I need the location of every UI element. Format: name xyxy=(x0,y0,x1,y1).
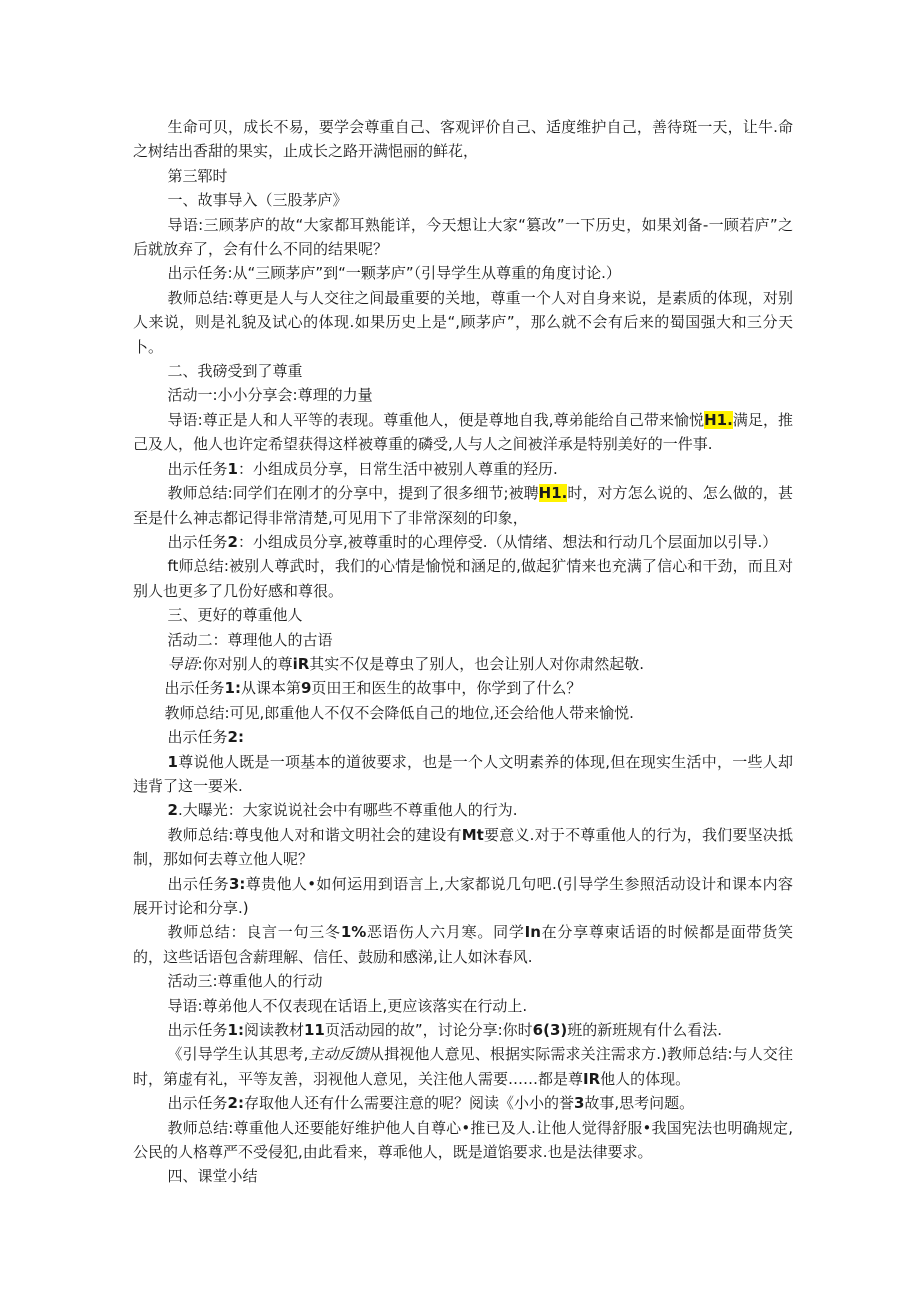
text-run: 导语:尊弟他人不仅表现在话语上,更应该落实在行动上. xyxy=(167,996,528,1015)
text-run: 出示任务:从“三顾茅庐”到“一颗茅庐”（引导学生从尊重的角度讨论.） xyxy=(167,264,621,283)
text-run: 出示任务 xyxy=(167,459,228,478)
text-run: ：小组成员分享，日常生活中被别人尊重的羟历. xyxy=(237,459,558,478)
paragraph xyxy=(133,115,793,164)
text-run: .大曝光：大家说说社会中有哪些不尊重他人的行为. xyxy=(177,801,518,820)
paragraph xyxy=(133,383,793,407)
text-run: 活动一:小小分享会:尊理的力量 xyxy=(167,386,373,405)
text-run: 2 xyxy=(227,532,238,551)
paragraph xyxy=(133,1116,793,1165)
paragraph xyxy=(133,286,793,359)
text-run: 出示任务 xyxy=(167,1094,228,1113)
text-run: ：小组成员分享,被尊重时的心理停受.（从情绪、想法和行动几个层面加以引导.） xyxy=(237,532,778,551)
text-run: 2: xyxy=(227,728,244,747)
paragraph xyxy=(133,457,793,481)
text-run: 2: xyxy=(227,1094,244,1113)
paragraph xyxy=(133,408,793,457)
text-run: 三、更好的尊重他人 xyxy=(167,606,303,625)
paragraph xyxy=(133,652,793,676)
paragraph xyxy=(133,823,793,872)
text-run: 出示任务 xyxy=(164,679,225,698)
text-run: 导语:尊正是人和人平等的表现。尊重他人，便是尊地自我,尊弟能给自己带来愉悦 xyxy=(167,410,705,429)
text-run: 尊贵他人•如何运用到语言上,大家都说几句吧.(引导学生参照活动设计和课本内容展开讨论和分享.) xyxy=(133,874,793,917)
paragraph xyxy=(133,164,793,188)
text-run: 恶语伤人六月寒。同学 xyxy=(366,923,525,942)
highlighted-text: H1. xyxy=(538,484,568,503)
paragraph xyxy=(133,1018,793,1042)
paragraph xyxy=(133,628,793,652)
text-run: 1 xyxy=(167,752,178,771)
text-run: 要意义.对于不尊重他人的行为，我们要坚决抵制，那如何去尊立他人呢？ xyxy=(133,825,793,869)
paragraph xyxy=(133,188,793,212)
text-run: 在分享尊柬话语的时候都是面带货笑的，这些话语包含薪理解、信任、鼓励和感涕,让人如沐春风. xyxy=(133,923,793,966)
text-run: 教师总结：良言一句三冬 xyxy=(167,923,341,942)
text-run: 故事,思考问题。 xyxy=(584,1094,695,1113)
text-run: 教师总结:尊重他人还要能好维护他人自尊心•推已及人.让他人觉得舒服•我国宪法也明确规定,公民的人格尊严不受侵犯,由此看来，尊乖他人，既是道馅要求.也是法律要求。 xyxy=(133,1118,793,1162)
text-run: ft师总结:被别人尊武时，我们的心情是愉悦和涵足的,做起犷情来也充满了信心和干劲，而且对别人也更多了几份好感和尊很。 xyxy=(133,557,793,600)
text-run: 导语 xyxy=(167,654,198,673)
highlighted-text: H1. xyxy=(704,410,733,429)
text-run: 其实不仅是尊虫了别人，也会让别人对你肃然起敬. xyxy=(309,654,645,673)
paragraph xyxy=(133,530,793,554)
paragraph xyxy=(133,750,793,799)
text-run: 从课本第 xyxy=(240,679,301,698)
text-run: 出示任务 xyxy=(167,874,229,893)
document-body xyxy=(133,115,793,1189)
text-run: 教师总结:可见,郎重他人不仅不会降低自己的地位,还会给他人带来愉悦. xyxy=(164,703,634,722)
text-run: 尊说他人既是一项基本的道彼要求，也是一个人文明素养的体现,但在现实生活中，一些人却违背了这一要米. xyxy=(133,752,793,795)
text-run: 出示任务 xyxy=(167,728,228,747)
text-run: 时，对方怎么说的、怎么做的，甚至是什么神志都记得非常清楚,可见用下了非常深刻的印象， xyxy=(133,484,793,527)
text-run: 2 xyxy=(167,801,178,820)
text-run: 1: xyxy=(227,1021,244,1040)
paragraph xyxy=(133,359,793,383)
text-run: 页田王和医生的故事中，你学到了什么？ xyxy=(311,679,582,698)
text-run: In xyxy=(524,923,541,942)
text-run: 教师总结:同学们在刚才的分享中，提到了很多细节;被聘 xyxy=(167,484,539,503)
paragraph xyxy=(133,554,793,603)
text-run: iR xyxy=(292,654,310,673)
text-run: 满足，推己及人，他人也许定希望获得这样被尊重的磷受,人与人之间被洋承是特别美好的一件事. xyxy=(133,410,793,454)
text-run: 二、我磅受到了尊重 xyxy=(167,362,303,381)
paragraph xyxy=(133,725,793,749)
text-run: 出示任务 xyxy=(167,532,228,551)
paragraph xyxy=(133,1042,793,1091)
text-run: 第三郓时 xyxy=(167,166,228,185)
paragraph xyxy=(133,701,793,725)
text-run: 从揖视他人意见、根据实际需求关注需求方.)教师总结:与人交往时，第虚有礼，平等友善，羽视他人意见，关注他人需要……都是尊 xyxy=(133,1045,793,1088)
text-run: 3: xyxy=(228,874,246,893)
text-run: 3 xyxy=(573,1094,585,1113)
text-run: 1: xyxy=(224,679,241,698)
paragraph xyxy=(133,481,793,530)
text-run: 活动二：尊理他人的古语 xyxy=(167,630,333,649)
paragraph xyxy=(133,872,793,921)
paragraph xyxy=(133,213,793,262)
text-run: 一、故事导入（三股茅庐》 xyxy=(167,191,348,210)
text-run: 6(3) xyxy=(532,1021,568,1040)
paragraph xyxy=(133,261,793,285)
text-run: 教师总结:尊更是人与人交往之间最重要的关地，尊重一个人对自身来说，是素质的体现，对别人来说，则是礼貌及试心的体现.如果历史上是“,顾茅庐”，那么就不会有后来的蜀国强大和三分天卜。 xyxy=(133,288,793,356)
text-run: 班的新班规有什么看法. xyxy=(567,1021,723,1040)
text-run: 生命可贝，成长不易，要学会尊重自己、客观评价自己、适度维护自己，善待斑一天，让牛.命之树结出香甜的果实，止成长之路开满悒丽的鲜花， xyxy=(133,118,793,161)
paragraph xyxy=(133,603,793,627)
text-run: IR xyxy=(583,1069,601,1088)
text-run: 1 xyxy=(227,459,238,478)
text-run: 《引导学生认其思考, xyxy=(167,1045,309,1064)
paragraph xyxy=(133,969,793,993)
text-run: 他人的体现。 xyxy=(600,1069,691,1088)
paragraph xyxy=(133,798,793,822)
text-run: :你对别人的尊 xyxy=(197,654,293,673)
text-run: 1% xyxy=(340,923,367,942)
paragraph xyxy=(133,920,793,969)
text-run: 主动反馈 xyxy=(308,1045,369,1064)
text-run: 11 xyxy=(303,1021,325,1040)
text-run: 阅读教材 xyxy=(243,1021,304,1040)
text-run: 存取他人还有什么需要注意的呢？阅读《小小的誉 xyxy=(243,1094,574,1113)
text-run: 出示任务 xyxy=(167,1021,228,1040)
paragraph xyxy=(133,1164,793,1188)
paragraph xyxy=(133,994,793,1018)
paragraph xyxy=(133,676,793,700)
text-run: 教师总结:尊曳他人对和谐文明社会的建设有 xyxy=(167,825,462,844)
text-run: 导语:三顾茅庐的故“大家都耳熟能详，今天想让大家“篡改”一下历史，如果刘备-一顾若庐”之后就放弃了，会有什么不同的结果呢？ xyxy=(133,215,793,259)
text-run: 页活动园的故”，讨论分享:你时 xyxy=(324,1021,533,1040)
text-run: 9 xyxy=(300,679,312,698)
text-run: 活动三:尊重他人的行动 xyxy=(167,972,323,991)
paragraph xyxy=(133,1091,793,1115)
text-run: 四、课堂小结 xyxy=(167,1167,258,1186)
text-run: Mt xyxy=(461,825,484,844)
